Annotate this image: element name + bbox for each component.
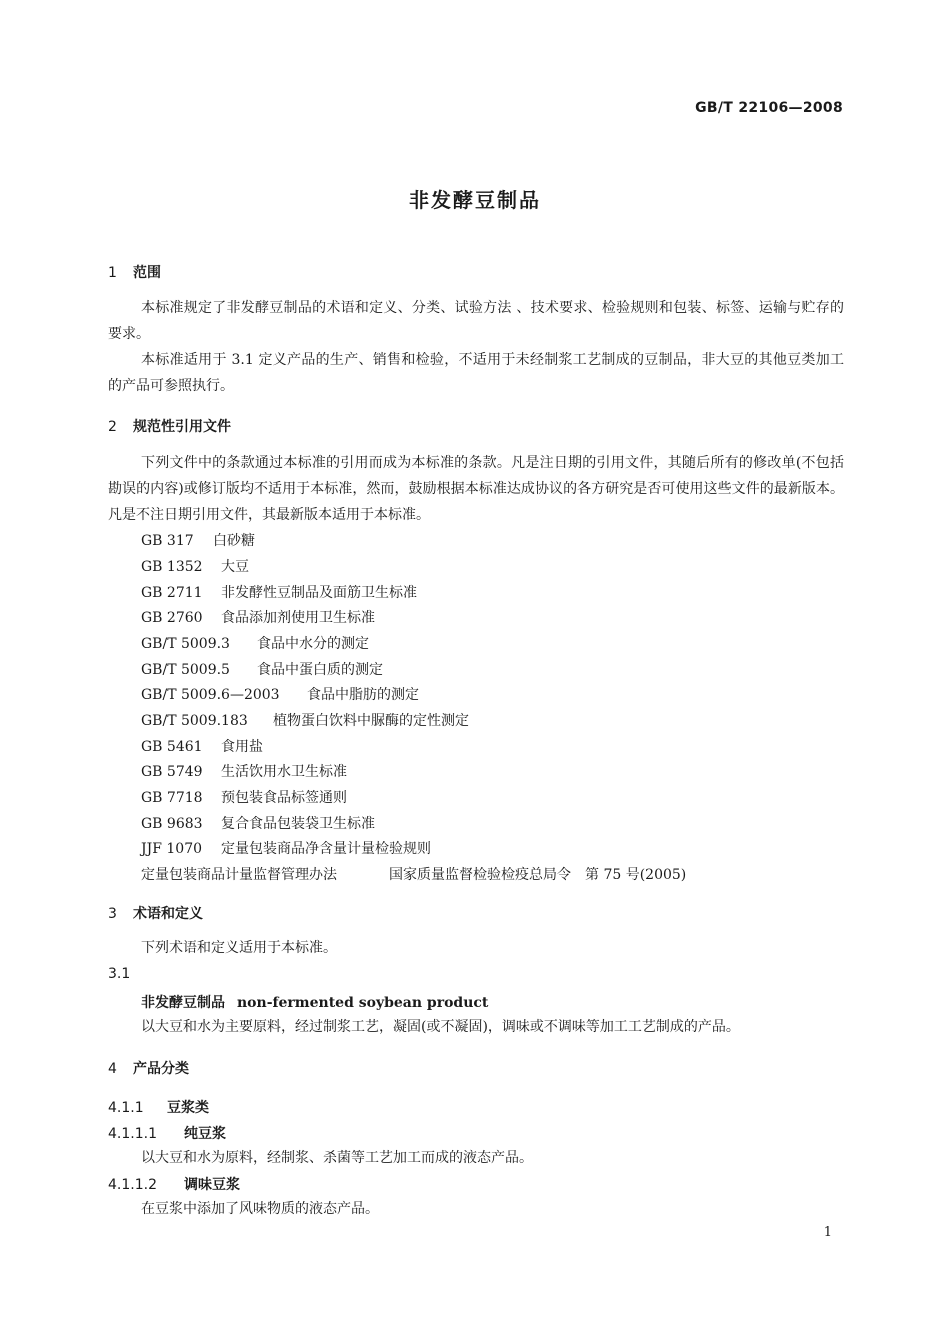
reference-item [141,659,383,679]
reference-code: JJF 1070 [141,841,203,857]
section-4-heading [108,1058,189,1078]
reference-title: 非发酵性豆制品及面筋卫生标准 [221,585,417,601]
subsection-4-1-1-heading [108,1097,209,1117]
reference-title: 预包装食品标签通则 [221,790,347,806]
reference-item [141,761,347,781]
reference-code: GB/T 5009.3 [141,636,230,652]
section-3-heading [108,903,203,923]
reference-title: 国家质量监督检验检疫总局令 第 75 号(2005) [389,867,687,883]
reference-code: GB 317 [141,533,194,549]
page-number: 1 [823,1225,832,1240]
reference-item [141,813,375,833]
reference-item [141,607,375,627]
reference-item [141,710,469,730]
subsection-4-1-1-1-heading [108,1123,226,1143]
section-2-paragraph-1: 下列文件中的条款通过本标准的引用而成为本标准的条款。凡是注日期的引用文件，其随后所有的修改单(不包括勘误的内容)或修订版均不适用于本标准，然而，鼓励根据本标准达成协议的各方研究是否可使用这些文件的最新版本。凡是不注日期引用文件，其最新版本适用于本标准。 [108,455,844,523]
section-1-number: 1 [108,265,117,281]
reference-item [141,787,347,807]
section-4-title: 产品分类 [133,1061,189,1077]
term-english: non-fermented soybean product [237,995,489,1011]
subsection-3-1-number [108,966,130,982]
reference-code: GB 9683 [141,816,203,832]
subsection-number: 3.1 [108,966,131,982]
reference-title: 食品中水分的测定 [257,636,369,652]
reference-title: 植物蛋白饮料中脲酶的定性测定 [273,713,469,729]
reference-code: GB 2760 [141,610,203,626]
subsection-title: 调味豆浆 [184,1177,240,1193]
section-1-paragraph-2: 本标准适用于 3.1 定义产品的生产、销售和检验，不适用于未经制浆工艺制成的豆制品，非大豆的其他豆类加工的产品可参照执行。 [108,352,844,394]
reference-title: 生活饮用水卫生标准 [221,764,347,780]
reference-title: 白砂糖 [213,533,255,549]
section-1-heading [108,262,161,282]
reference-item [141,838,431,858]
reference-title: 大豆 [221,559,249,575]
reference-code: GB 1352 [141,559,203,575]
section-2-number: 2 [108,419,117,435]
section-1-title: 范围 [133,265,161,281]
section-3-paragraph-1: 下列术语和定义适用于本标准。 [141,940,337,956]
section-3-title: 术语和定义 [133,906,203,922]
reference-item [141,864,686,884]
reference-item [141,684,419,704]
term-entry [141,992,488,1012]
reference-item [141,582,417,602]
term-definition: 以大豆和水为主要原料，经过制浆工艺，凝固(或不凝固)，调味或不调味等加工工艺制成的产品。 [141,1019,740,1035]
reference-code: GB/T 5009.6—2003 [141,687,280,703]
section-1-paragraph-1: 本标准规定了非发酵豆制品的术语和定义、分类、试验方法 、技术要求、检验规则和包装、标签、运输与贮存的要求。 [108,300,844,342]
reference-title: 食品中蛋白质的测定 [257,662,383,678]
subsection-number: 4.1.1.2 [108,1177,157,1193]
standard-number: GB/T 22106—2008 [695,100,843,116]
subsection-number: 4.1.1.1 [108,1126,157,1142]
term-chinese: 非发酵豆制品 [141,995,225,1011]
reference-item [141,530,255,550]
subsection-4-1-1-1-definition: 以大豆和水为原料，经制浆、杀菌等工艺加工而成的液态产品。 [141,1150,533,1166]
document-title: 非发酵豆制品 [409,188,541,212]
reference-title: 食用盐 [221,739,263,755]
section-3-number: 3 [108,906,117,922]
reference-code: GB 7718 [141,790,203,806]
section-4-number: 4 [108,1061,117,1077]
reference-title: 复合食品包装袋卫生标准 [221,816,375,832]
reference-title: 食品中脂肪的测定 [307,687,419,703]
subsection-number: 4.1.1 [108,1100,144,1116]
reference-code: GB 5461 [141,739,203,755]
reference-code: GB/T 5009.5 [141,662,230,678]
reference-item [141,556,249,576]
reference-code: GB 2711 [141,585,203,601]
reference-code: GB 5749 [141,764,203,780]
reference-title: 食品添加剂使用卫生标准 [221,610,375,626]
reference-code: 定量包装商品计量监督管理办法 [141,867,337,883]
subsection-4-1-1-2-definition: 在豆浆中添加了风味物质的液态产品。 [141,1201,379,1217]
subsection-title: 纯豆浆 [184,1126,226,1142]
subsection-4-1-1-2-heading [108,1174,240,1194]
reference-item [141,736,263,756]
subsection-title: 豆浆类 [167,1100,209,1116]
reference-item [141,633,369,653]
reference-title: 定量包装商品净含量计量检验规则 [221,841,431,857]
section-2-heading [108,416,231,436]
reference-code: GB/T 5009.183 [141,713,248,729]
section-2-title: 规范性引用文件 [133,419,231,435]
